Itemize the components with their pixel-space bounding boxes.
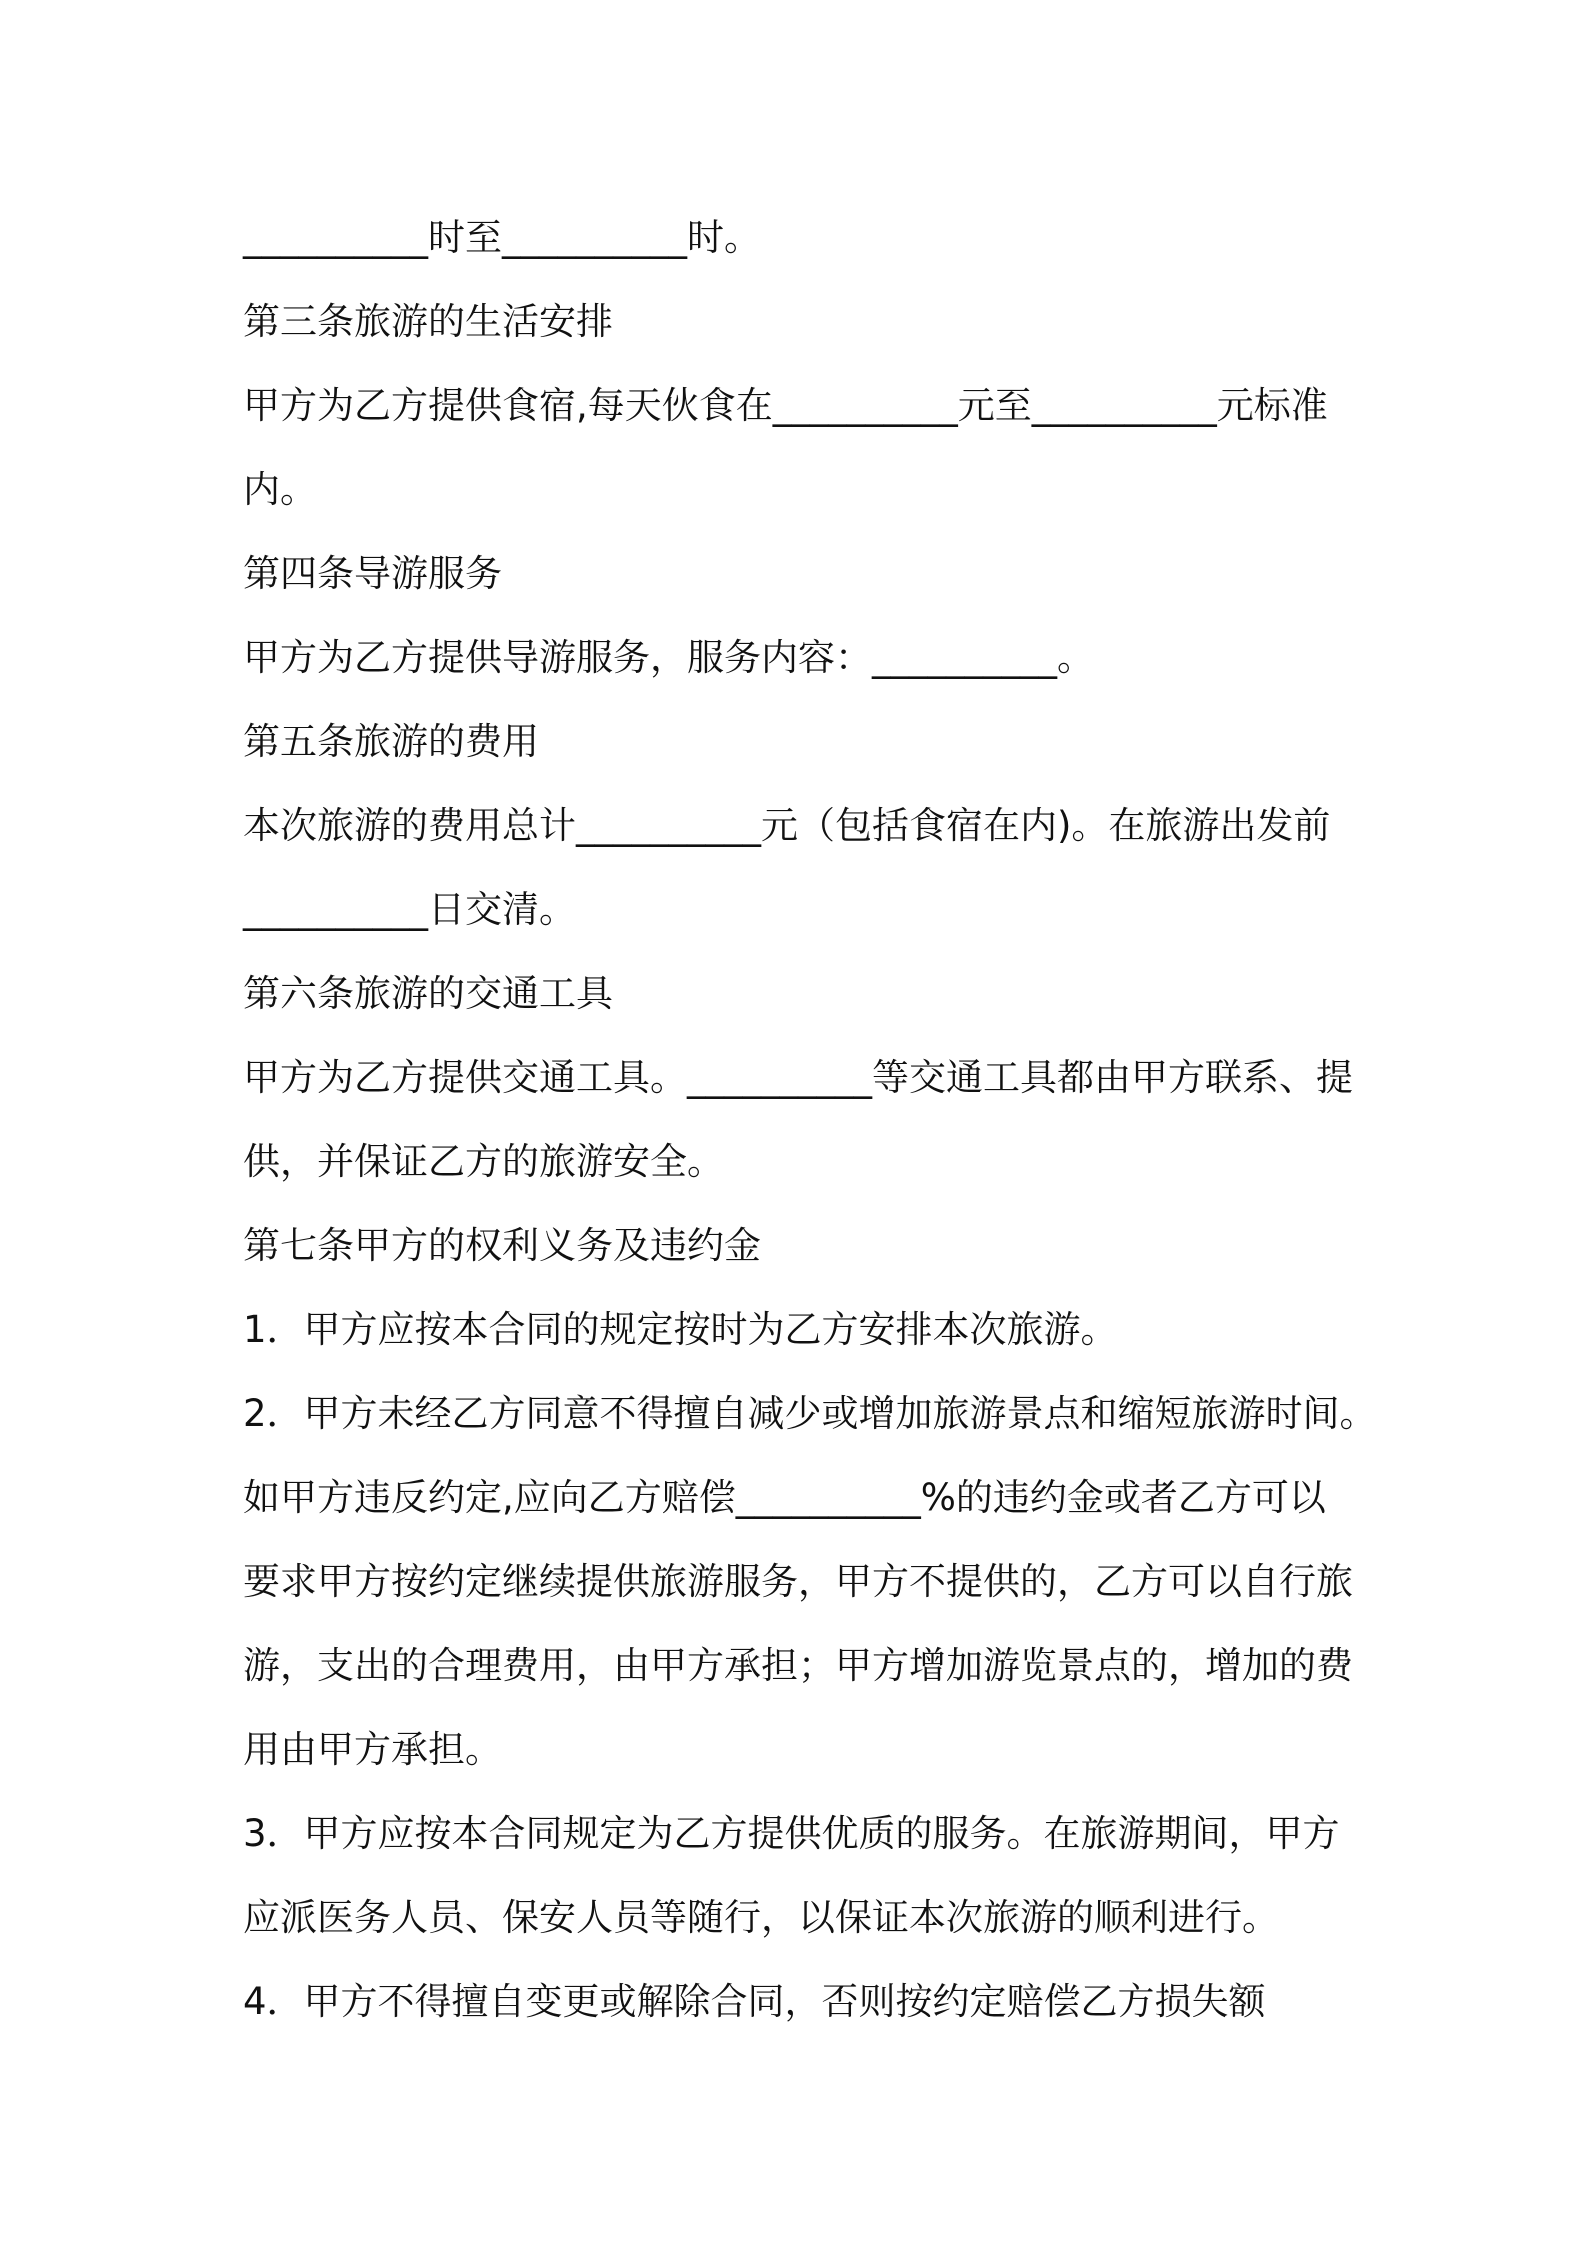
heading-article-4: 第四条导游服务	[243, 552, 502, 595]
text-line: 供，并保证乙方的旅游安全。	[243, 1140, 724, 1183]
clause-item-4: 4．甲方不得擅自变更或解除合同，否则按约定赔偿乙方损失额	[243, 1980, 1266, 2023]
text-line: 本次旅游的费用总计__________元（包括食宿在内)。在旅游出发前	[243, 804, 1331, 847]
text-line-time-range: __________时至__________时。	[243, 216, 761, 259]
clause-item-3: 3．甲方应按本合同规定为乙方提供优质的服务。在旅游期间，甲方	[243, 1812, 1340, 1855]
text-line: 如甲方违反约定,应向乙方赔偿__________%的违约金或者乙方可以	[243, 1476, 1326, 1519]
text-line: __________日交清。	[243, 888, 576, 931]
clause-item-2: 2．甲方未经乙方同意不得擅自减少或增加旅游景点和缩短旅游时间。	[243, 1392, 1377, 1435]
heading-article-5: 第五条旅游的费用	[243, 720, 539, 763]
heading-article-3: 第三条旅游的生活安排	[243, 300, 613, 343]
text-line: 甲方为乙方提供交通工具。__________等交通工具都由甲方联系、提	[243, 1056, 1353, 1099]
text-line: 应派医务人员、保安人员等随行，以保证本次旅游的顺利进行。	[243, 1896, 1279, 1939]
text-line: 游，支出的合理费用，由甲方承担；甲方增加游览景点的，增加的费	[243, 1644, 1353, 1687]
heading-article-6: 第六条旅游的交通工具	[243, 972, 613, 1015]
text-line: 要求甲方按约定继续提供旅游服务，甲方不提供的，乙方可以自行旅	[243, 1560, 1353, 1603]
text-line: 内。	[243, 468, 317, 511]
text-line: 用由甲方承担。	[243, 1728, 502, 1771]
text-line: 甲方为乙方提供导游服务，服务内容：__________。	[243, 636, 1094, 679]
document-body	[243, 196, 1383, 2044]
heading-article-7: 第七条甲方的权利义务及违约金	[243, 1224, 761, 1267]
clause-item-1: 1．甲方应按本合同的规定按时为乙方安排本次旅游。	[243, 1308, 1118, 1351]
text-line: 甲方为乙方提供食宿,每天伙食在__________元至__________元标准	[243, 384, 1328, 427]
